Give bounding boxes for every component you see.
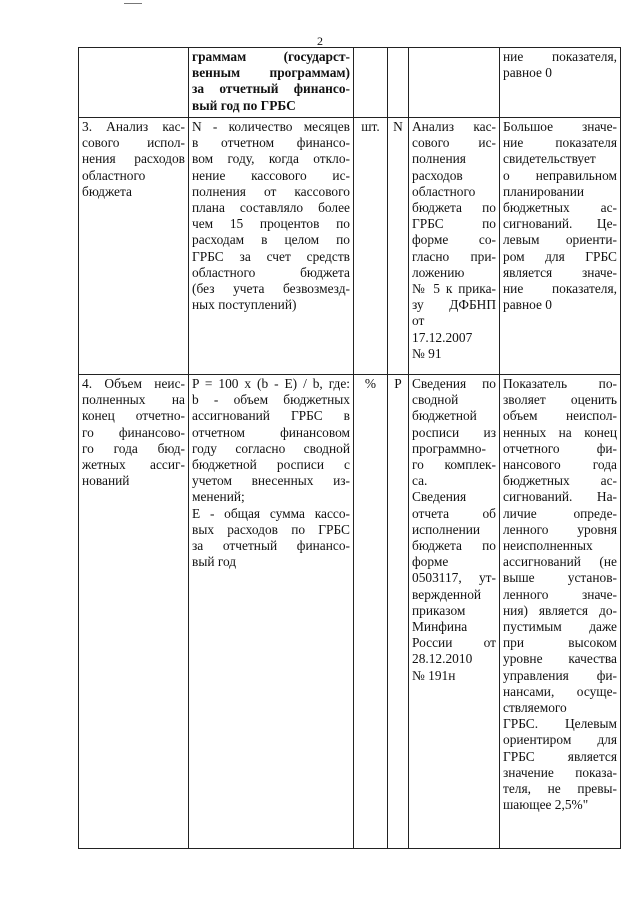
cell-line: (без учета безвозмезд- [192, 281, 350, 297]
cell-line: 17.12.2007 [412, 329, 473, 345]
scan-mark [124, 3, 142, 6]
cell-line: равное 0 [503, 297, 552, 313]
cell-line: сигнований. На- [503, 489, 617, 505]
cell-line: бюджета по [412, 200, 496, 216]
cell-line: вый год по ГРБС [192, 97, 296, 113]
cell-line: ГРБС за счет средств [192, 248, 350, 264]
cell-line: зволяет оценить [503, 392, 617, 408]
cell-line: вом году, когда откло- [192, 151, 350, 167]
symbol-cell: N [388, 118, 409, 375]
indicator-name-cell [79, 48, 189, 118]
page-number: 2 [317, 34, 323, 48]
symbol-cell: P [388, 375, 409, 849]
cell-line: форме [412, 554, 449, 570]
cell-line: бюджета по [412, 538, 496, 554]
cell-line: о неправильном [503, 167, 617, 183]
cell-line: № 91 [412, 345, 442, 361]
cell-line: са. [412, 473, 428, 489]
cell-line: ассигнований ГРБС в [192, 408, 350, 424]
cell-line: областного [82, 167, 146, 183]
symbol-cell [388, 48, 409, 118]
cell-line: отчета об [412, 505, 496, 521]
cell-line: го комплек- [412, 457, 496, 473]
unit-cell [354, 48, 388, 118]
cell-line: ориентиром для [503, 732, 617, 748]
cell-line: ние показателя [503, 135, 617, 151]
cell-line: теля, не превы- [503, 781, 617, 797]
cell-line: ГРБС. Целевым [503, 716, 617, 732]
cell-line: от [412, 313, 425, 329]
cell-line: России от [412, 635, 496, 651]
cell-line: левым ориенти- [503, 232, 617, 248]
cell-line: форме со- [412, 232, 496, 248]
cell-line: ния) является до- [503, 602, 617, 618]
cell-line: менений; [192, 489, 245, 505]
cell-line: ленного уровня [503, 521, 617, 537]
cell-line: 4. Объем неис- [82, 376, 185, 391]
cell-line: вержденной [412, 586, 482, 602]
cell-line: выше установ- [503, 570, 617, 586]
unit-cell: шт. [354, 118, 388, 375]
cell-line: № 5 к прика- [412, 281, 496, 297]
cell-line: управления фи- [503, 667, 617, 683]
cell-line: уровне качества [503, 651, 617, 667]
cell-line: бюджета [82, 183, 132, 199]
cell-line: ассигнований (не [503, 554, 617, 570]
cell-line: объем неиспол- [503, 408, 617, 424]
cell-line: N - количество месяцев [192, 119, 350, 134]
cell-line: ложению [412, 264, 465, 280]
cell-line: граммам (государст- [192, 49, 350, 64]
description-cell [500, 48, 621, 118]
cell-line: жетных ассиг- [82, 457, 185, 473]
data-source-cell [409, 118, 500, 375]
cell-line: Большое значе- [503, 119, 617, 134]
cell-line: нение кассового ис- [192, 167, 350, 183]
formula-cell [189, 48, 354, 118]
cell-line: E - общая сумма кассо- [192, 505, 350, 521]
cell-line: бюджетных ас- [503, 473, 617, 489]
cell-line: расходам в целом по [192, 232, 350, 248]
cell-line: ГРБС по [412, 216, 496, 232]
cell-line: чем 15 процентов по [192, 216, 350, 232]
cell-line: сводной [412, 392, 459, 408]
cell-line: Анализ кас- [412, 119, 496, 134]
cell-line: за отчетный финансо- [192, 81, 350, 97]
description-cell [500, 375, 621, 849]
formula-cell [189, 375, 354, 849]
cell-line: приказом [412, 602, 466, 618]
cell-line: го года бюд- [82, 440, 185, 456]
cell-line: Сведения [412, 489, 467, 505]
cell-line: Минфина [412, 619, 468, 635]
cell-line: вый год [192, 554, 237, 570]
cell-line: областного бюджета [192, 264, 350, 280]
cell-line: b - объем бюджетных [192, 392, 350, 408]
cell-line: венным программам) [192, 65, 350, 81]
cell-line: полненных на [82, 392, 185, 408]
cell-line: го финансово- [82, 424, 185, 440]
indicator-name-cell [79, 118, 189, 375]
cell-line: свидетельствует [503, 151, 596, 167]
cell-line: ненных на конец [503, 424, 617, 440]
cell-line: при высоком [503, 635, 617, 651]
cell-line: является значе- [503, 264, 617, 280]
cell-line: зу ДФБНП [412, 297, 496, 313]
cell-line: конец отчетно- [82, 408, 185, 424]
formula-cell [189, 118, 354, 375]
cell-line: Показатель по- [503, 376, 617, 391]
indicator-table [78, 47, 621, 849]
table-row [79, 375, 621, 849]
cell-line: исполнении [412, 521, 481, 537]
cell-line: № 191н [412, 667, 456, 683]
cell-line: расходов [412, 167, 463, 183]
cell-line: бюджетных ас- [503, 200, 617, 216]
cell-line: 0503117, ут- [412, 570, 496, 586]
cell-line: равное 0 [503, 65, 552, 81]
cell-line: бюджетной росписи с [192, 457, 350, 473]
cell-line: сового испол- [82, 135, 185, 151]
cell-line: в отчетном финансо- [192, 135, 350, 151]
cell-line: учетом внесенных из- [192, 473, 350, 489]
cell-line: неисполненных [503, 538, 593, 554]
cell-line: областного [412, 183, 476, 199]
cell-line: гласно при- [412, 248, 496, 264]
cell-line: программно- [412, 440, 486, 456]
cell-line: ром для ГРБС [503, 248, 617, 264]
cell-line: значение показа- [503, 764, 617, 780]
cell-line: шающее 2,5%" [503, 797, 589, 813]
cell-line: нансового года [503, 457, 617, 473]
cell-line: сигнований. Це- [503, 216, 617, 232]
description-cell [500, 118, 621, 375]
cell-line: нований [82, 473, 130, 489]
cell-line: ных поступлений) [192, 297, 297, 313]
cell-line: за отчетный финансо- [192, 538, 350, 554]
cell-line: нения расходов [82, 151, 185, 167]
cell-line: пустимым даже [503, 619, 617, 635]
cell-line: планировании [503, 183, 585, 199]
cell-line: сового ис- [412, 135, 496, 151]
cell-line: нансами, осуще- [503, 683, 617, 699]
cell-line: 3. Анализ кас- [82, 119, 185, 134]
cell-line: ние показателя, [503, 49, 617, 64]
table-row [79, 48, 621, 118]
cell-line: плана составляло более [192, 200, 350, 216]
cell-line: отчетном финансовом [192, 424, 350, 440]
cell-line: году согласно сводной [192, 440, 350, 456]
cell-line: личие опреде- [503, 505, 617, 521]
cell-line: отчетного фи- [503, 440, 617, 456]
cell-line: ГРБС является [503, 748, 617, 764]
data-source-cell [409, 48, 500, 118]
cell-line: ние показателя, [503, 281, 617, 297]
cell-line: росписи из [412, 424, 496, 440]
cell-line: ленного значе- [503, 586, 617, 602]
cell-line: бюджетной [412, 408, 477, 424]
table-row [79, 118, 621, 375]
unit-cell: % [354, 375, 388, 849]
cell-line: ствляемого [503, 700, 567, 716]
cell-line: P = 100 x (b - E) / b, где: [192, 376, 350, 391]
cell-line: полнения от кассового [192, 183, 350, 199]
indicator-name-cell [79, 375, 189, 849]
cell-line: 28.12.2010 [412, 651, 473, 667]
cell-line: вых расходов по ГРБС [192, 521, 350, 537]
table-body [79, 48, 621, 849]
cell-line: полнения [412, 151, 466, 167]
data-source-cell [409, 375, 500, 849]
cell-line: Сведения по [412, 376, 496, 391]
